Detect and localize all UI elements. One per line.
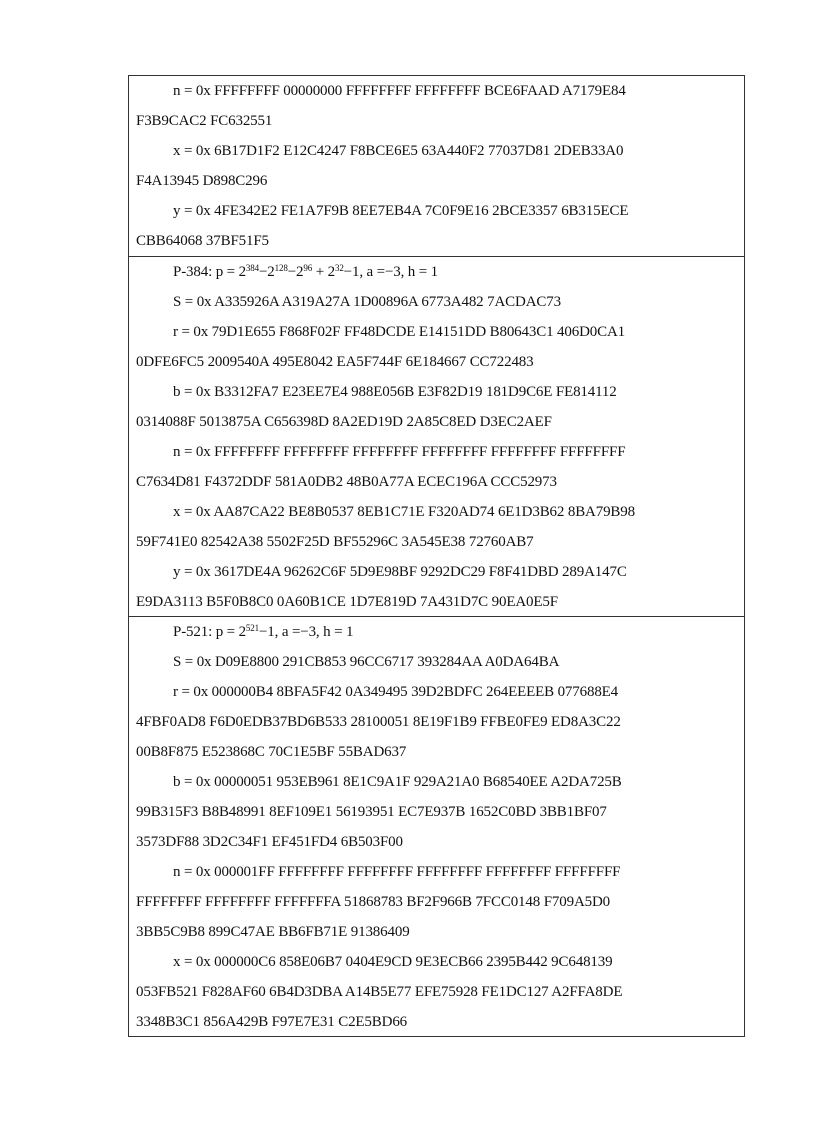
param-y-line-1: y = 0x 3617DE4A 96262C6F 5D9E98BF 9292DC29 F8F41DBD 289A147C <box>173 564 627 580</box>
param-n-line-2: FFFFFFFF FFFFFFFF FFFFFFFA 51868783 BF2F966B 7FCC0148 F709A5D0 <box>136 894 611 910</box>
param-r-line-1: r = 0x 79D1E655 F868F02F FF48DCDE E14151DD B80643C1 406D0CA1 <box>173 324 626 340</box>
param-s-line-1: S = 0x A335926A A319A27A 1D00896A 6773A482 7ACDAC73 <box>173 294 561 310</box>
param-b-line-3: 3573DF88 3D2C34F1 EF451FD4 6B503F00 <box>136 834 403 850</box>
curve-parameters-table <box>128 75 745 1037</box>
param-x-line-2: F4A13945 D898C296 <box>136 173 268 189</box>
param-s-line-1: S = 0x D09E8800 291CB853 96CC6717 393284AA A0DA64BA <box>173 654 560 670</box>
param-y-line-2: E9DA3113 B5F0B8C0 0A60B1CE 1D7E819D 7A431D7C 90EA0E5F <box>136 594 558 610</box>
curve-header-p521: P-521: $p = 2^{521}-1$, a =−3, h = 1 <box>173 623 354 640</box>
param-x-line-2: 053FB521 F828AF60 6B4D3DBA A14B5E77 EFE75928 FE1DC127 A2FFA8DE <box>136 984 623 1000</box>
curve-header-p384: P-384: $p = 2^{384}-2^{128}-2^{96} + 2^{32}-1$, a =−3, h = 1 <box>173 263 439 280</box>
param-x-line-1: x = 0x AA87CA22 BE8B0537 8EB1C71E F320AD74 6E1D3B62 8BA79B98 <box>173 504 635 520</box>
table-cell-p256-continued <box>129 76 744 256</box>
param-n-line-2: C7634D81 F4372DDF 581A0DB2 48B0A77A ECEC196A CCC52973 <box>136 474 557 490</box>
param-x-line-2: 59F741E0 82542A38 5502F25D BF55296C 3A545E38 72760AB7 <box>136 534 534 550</box>
param-n-line-2: F3B9CAC2 FC632551 <box>136 113 273 129</box>
param-y-line-2: CBB64068 37BF51F5 <box>136 233 269 249</box>
param-x-line-1: x = 0x 6B17D1F2 E12C4247 F8BCE6E5 63A440F2 77037D81 2DEB33A0 <box>173 143 624 159</box>
param-b-line-2: 0314088F 5013875A C656398D 8A2ED19D 2A85C8ED D3EC2AEF <box>136 414 552 430</box>
param-y-line-1: y = 0x 4FE342E2 FE1A7F9B 8EE7EB4A 7C0F9E16 2BCE3357 6B315ECE <box>173 203 629 219</box>
param-r-line-2: 4FBF0AD8 F6D0EDB37BD6B533 28100051 8E19F1B9 FFBE0FE9 ED8A3C22 <box>136 714 621 730</box>
param-n-line-1: n = 0x FFFFFFFF FFFFFFFF FFFFFFFF FFFFFFFF FFFFFFFF FFFFFFFF <box>173 444 626 460</box>
param-x-line-3: 3348B3C1 856A429B F97E7E31 C2E5BD66 <box>136 1014 408 1030</box>
table-cell-p521 <box>129 616 744 1036</box>
param-r-line-2: 0DFE6FC5 2009540A 495E8042 EA5F744F 6E184667 CC722483 <box>136 354 534 370</box>
param-x-line-1: x = 0x 000000C6 858E06B7 0404E9CD 9E3ECB66 2395B442 9C648139 <box>173 954 613 970</box>
param-b-line-1: b = 0x 00000051 953EB961 8E1C9A1F 929A21A0 B68540EE A2DA725B <box>173 774 622 790</box>
param-n-line-1: n = 0x FFFFFFFF 00000000 FFFFFFFF FFFFFFFF BCE6FAAD A7179E84 <box>173 83 626 99</box>
param-n-line-3: 3BB5C9B8 899C47AE BB6FB71E 91386409 <box>136 924 410 940</box>
param-r-line-1: r = 0x 000000B4 8BFA5F42 0A349495 39D2BDFC 264EEEEB 077688E4 <box>173 684 619 700</box>
table-cell-p384 <box>129 256 744 616</box>
param-n-line-1: n = 0x 000001FF FFFFFFFF FFFFFFFF FFFFFFFF FFFFFFFF FFFFFFFF <box>173 864 621 880</box>
param-r-line-3: 00B8F875 E523868C 70C1E5BF 55BAD637 <box>136 744 407 760</box>
param-b-line-2: 99B315F3 B8B48991 8EF109E1 56193951 EC7E937B 1652C0BD 3BB1BF07 <box>136 804 607 820</box>
param-b-line-1: b = 0x B3312FA7 E23EE7E4 988E056B E3F82D19 181D9C6E FE814112 <box>173 384 617 400</box>
